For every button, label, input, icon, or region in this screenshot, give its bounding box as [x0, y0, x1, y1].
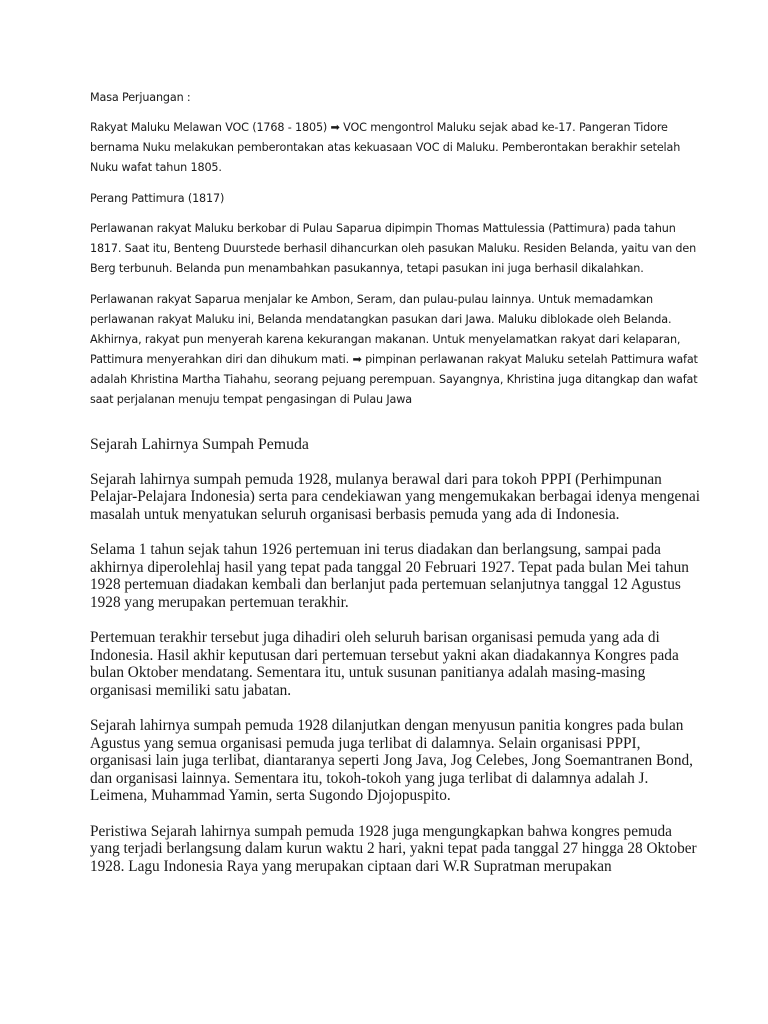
- section-heading-masa-perjuangan: Masa Perjuangan :: [90, 91, 191, 104]
- paragraph-voc: Rakyat Maluku Melawan VOC (1768 - 1805) ➡ VOC mengontrol Maluku sejak abad ke-17. Pangeran Tidore bernama Nuku melakukan pemberontakan atas kekuasaan VOC di Maluku. Pemberontakan berakhir setelah Nuku wafat tahun 1805.: [90, 121, 681, 174]
- paragraph-sumpah-1: Sejarah lahirnya sumpah pemuda 1928, mulanya berawal dari para tokoh PPPI (Perhimpunan Pelajar-Pelajara Indonesia) serta para cendekiawan yang mengemukakan berbagai idenya mengenai masalah untuk menyatukan seluruh organisasi berbasis pemuda yang ada di Indonesia.: [90, 470, 701, 523]
- document-page: [90, 88, 700, 893]
- subheading-perang-pattimura: Perang Pattimura (1817): [90, 192, 225, 205]
- section-heading-sumpah-pemuda: Sejarah Lahirnya Sumpah Pemuda: [90, 436, 309, 453]
- paragraph-sumpah-2: Selama 1 tahun sejak tahun 1926 pertemuan ini terus diadakan dan berlangsung, sampai pada akhirnya diperolehlaj hasil yang tepat pada tanggal 20 Februari 1927. Tepat pada bulan Mei tahun 1928 pertemuan diadakan kembali dan berlanjut pada pertemuan selanjutnya tanggal 12 Agustus 1928 yang merupakan pertemuan terakhir.: [90, 541, 689, 611]
- paragraph-sumpah-5: Peristiwa Sejarah lahirnya sumpah pemuda 1928 juga mengungkapkan bahwa kongres pemuda yang terjadi berlangsung dalam kurun waktu 2 hari, yakni tepat pada tanggal 27 hingga 28 Oktober 1928. Lagu Indonesia Raya yang merupakan ciptaan dari W.R Supratman merupakan: [90, 822, 697, 875]
- paragraph-sumpah-4: Sejarah lahirnya sumpah pemuda 1928 dilanjutkan dengan menyusun panitia kongres pada bulan Agustus yang semua organisasi pemuda juga terlibat di dalamnya. Selain organisasi PPPI, organisasi lain juga terlibat, diantaranya seperti Jong Java, Jog Celebes, Jong Soemantranen Bond, dan organisasi lainnya. Sementara itu, tokoh-tokoh yang juga terlibat di dalamnya adalah J. Leimena, Muhammad Yamin, serta Sugondo Djojopuspito.: [90, 717, 693, 804]
- paragraph-pattimura-2: Perlawanan rakyat Saparua menjalar ke Ambon, Seram, dan pulau-pulau lainnya. Untuk memadamkan perlawanan rakyat Maluku ini, Belanda mendatangkan pasukan dari Jawa. Maluku diblokade oleh Belanda. Akhirnya, rakyat pun menyerah karena kekurangan makanan. Untuk menyelamatkan rakyat dari kelaparan, Pattimura menyerahkan diri dan dihukum mati. ➡ pimpinan perlawanan rakyat Maluku setelah Pattimura wafat adalah Khristina Martha Tiahahu, seorang pejuang perempuan. Sayangnya, Khristina juga ditangkap dan wafat saat perjalanan menuju tempat pengasingan di Pulau Jawa: [90, 293, 698, 406]
- paragraph-sumpah-3: Pertemuan terakhir tersebut juga dihadiri oleh seluruh barisan organisasi pemuda yang ada di Indonesia. Hasil akhir keputusan dari pertemuan tersebut yakni akan diadakannya Kongres pada bulan Oktober mendatang. Sementara itu, untuk susunan panitianya adalah masing-masing organisasi memiliki satu jabatan.: [90, 629, 679, 699]
- paragraph-pattimura-1: Perlawanan rakyat Maluku berkobar di Pulau Saparua dipimpin Thomas Mattulessia (Pattimura) pada tahun 1817. Saat itu, Benteng Duurstede berhasil dihancurkan oleh pasukan Maluku. Residen Belanda, yaitu van den Berg terbunuh. Belanda pun menambahkan pasukannya, tetapi pasukan ini juga berhasil dikalahkan.: [90, 222, 697, 275]
